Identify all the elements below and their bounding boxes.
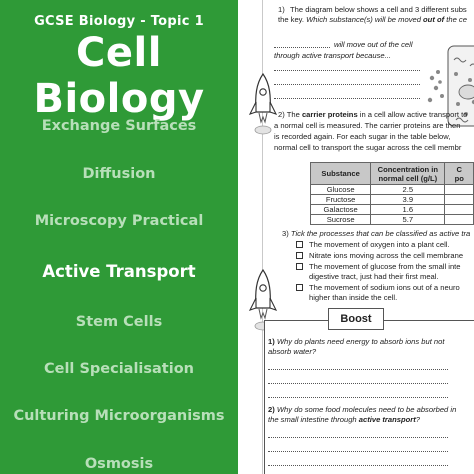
table-cell: 1.6 — [371, 205, 445, 215]
nav-item-cell-specialisation[interactable]: Cell Specialisation — [43, 361, 194, 377]
nav-item-culturing-microorganisms[interactable]: Culturing Microorganisms — [13, 408, 225, 424]
topic-subtitle: GCSE Biology - Topic 1 — [34, 14, 204, 29]
q3-prompt: 3) Tick the processes that can be classified as active tra — [282, 229, 471, 238]
sugar-concentration-table — [310, 162, 474, 225]
table-cell: 3.9 — [371, 195, 445, 205]
boost-q1-line1: 1) Why do plants need energy to absorb ions but not — [268, 337, 445, 346]
answer-line[interactable] — [268, 369, 448, 370]
boost-heading: Boost — [328, 308, 384, 330]
answer-line[interactable] — [268, 383, 448, 384]
table-cell: Glucose — [311, 185, 371, 195]
table-cell[interactable] — [445, 185, 474, 195]
nav-item-diffusion[interactable]: Diffusion — [82, 166, 156, 182]
table-row — [311, 185, 474, 195]
q1-text-line1: The diagram below shows a cell and 3 different subs — [290, 5, 467, 14]
q2-text-line1: 2) The carrier proteins in a cell allow active transport to — [278, 110, 468, 119]
nav-item-osmosis[interactable]: Osmosis — [84, 456, 154, 472]
answer-blank[interactable] — [274, 47, 330, 48]
answer-line[interactable] — [268, 437, 448, 438]
q2-text-line2: a normal cell is measured. The carrier proteins are then — [274, 121, 461, 130]
worksheet-preview — [238, 0, 474, 474]
table-cell[interactable] — [445, 195, 474, 205]
option-checkbox[interactable] — [296, 252, 303, 259]
table-cell: Galactose — [311, 205, 371, 215]
boost-q2-line1: 2) Why do some food molecules need to be absorbed in — [268, 405, 457, 414]
q2-text-line3: is recorded again. For each sugar in the table below, — [274, 132, 451, 141]
q3-option-3-cont: digestive tract, just had their first meal. — [309, 272, 439, 281]
table-header: C po — [445, 163, 474, 185]
table-cell: 5.7 — [371, 215, 445, 225]
option-checkbox[interactable] — [296, 241, 303, 248]
answer-line[interactable] — [268, 465, 448, 466]
q3-option-4: The movement of sodium ions out of a neuro — [309, 283, 460, 292]
table-row — [311, 215, 474, 225]
table-header-row — [311, 163, 474, 185]
page-title: Cell Biology — [33, 30, 205, 122]
q3-option-4-cont: higher than inside the cell. — [309, 293, 398, 302]
q1-text-line2: the key. Which substance(s) will be moved out of the ce — [278, 15, 467, 24]
table-row — [311, 195, 474, 205]
nav-item-stem-cells[interactable]: Stem Cells — [75, 314, 163, 330]
answer-line[interactable] — [274, 70, 420, 71]
table-cell[interactable] — [445, 215, 474, 225]
option-checkbox[interactable] — [296, 263, 303, 270]
boost-q2-line2: the small intestine through active transport? — [268, 415, 420, 424]
q3-option-2: Nitrate ions moving across the cell membrane — [309, 251, 464, 260]
answer-line[interactable] — [268, 397, 448, 398]
q3-option-3: The movement of glucose from the small inte — [309, 262, 461, 271]
table-cell: Sucrose — [311, 215, 371, 225]
answer-line[interactable] — [274, 84, 420, 85]
option-checkbox[interactable] — [296, 284, 303, 291]
table-row — [311, 205, 474, 215]
answer-line[interactable] — [274, 98, 420, 99]
nav-item-exchange-surfaces[interactable]: Exchange Surfaces — [41, 118, 197, 134]
boost-q1-line2: absorb water? — [268, 347, 317, 356]
nav-item-active-transport[interactable]: Active Transport — [42, 262, 196, 281]
q1-answer-prompt-b: through active transport because... — [274, 51, 391, 60]
q2-text-line4: normal cell to transport the sugar across the cell membr — [274, 143, 462, 152]
table-header: Substance — [311, 163, 371, 185]
nav-item-microscopy-practical[interactable]: Microscopy Practical — [34, 213, 204, 229]
table-cell: 2.5 — [371, 185, 445, 195]
table-cell: Fructose — [311, 195, 371, 205]
table-header: Concentration in normal cell (g/L) — [371, 163, 445, 185]
answer-line[interactable] — [268, 451, 448, 452]
table-cell[interactable] — [445, 205, 474, 215]
q1-number: 1) — [278, 5, 285, 14]
q1-answer-prompt-a: will move out of the cell — [334, 40, 413, 49]
q3-option-1: The movement of oxygen into a plant cell. — [309, 240, 450, 249]
